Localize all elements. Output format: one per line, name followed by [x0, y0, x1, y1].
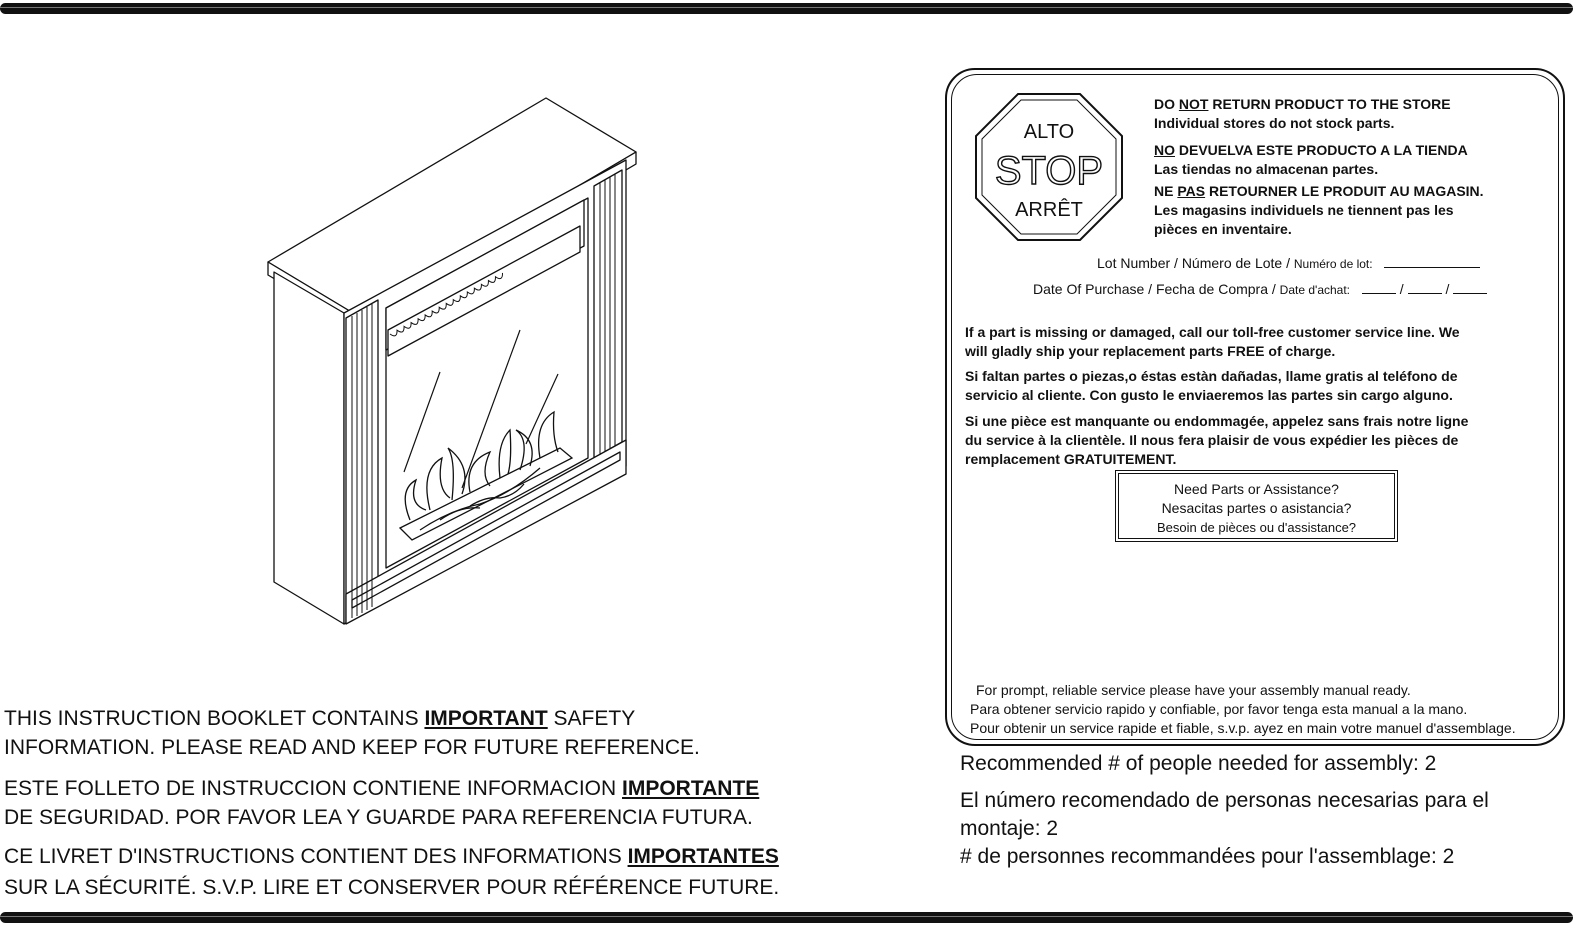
stop-sign-middle: STOP: [994, 149, 1104, 193]
prompt-service-en: For prompt, reliable service please have your assembly manual ready.: [976, 682, 1411, 698]
prompt-service-es: Para obtener servicio rapido y confiable, por favor tenga esta manual a la mano.: [970, 701, 1468, 717]
assistance-box: [1115, 470, 1398, 542]
return-notice-en: DO NOT RETURN PRODUCT TO THE STORE Individual stores do not stock parts.: [1154, 96, 1451, 131]
left-side: [274, 272, 344, 624]
return-notice-fr: NE PAS RETOURNER LE PRODUIT AU MAGASIN. Les magasins individuels ne tiennent pas les pièces en inventaire.: [1154, 183, 1484, 237]
assistance-en: Need Parts or Assistance?: [1174, 481, 1339, 497]
assistance-fr: Besoin de pièces ou d'assistance?: [1156, 520, 1357, 535]
assistance-es: Nesacitas partes o asistancia?: [1161, 500, 1352, 516]
stop-sign-icon: [974, 92, 1124, 242]
fireplace-illustration: [262, 94, 642, 629]
people-needed-fr: # de personnes recommandées pour l'assemblage: 2: [960, 845, 1455, 868]
safety-notice-fr: CE LIVRET D'INSTRUCTIONS CONTIENT DES INFORMATIONS IMPORTANTES SUR LA SÉCURITÉ. S.V.P. LIRE ET CONSERVER POUR RÉFÉRENCE FUTURE.: [4, 845, 780, 899]
return-notice-es: NO DEVUELVA ESTE PRODUCTO A LA TIENDA Las tiendas no almacenan partes.: [1154, 142, 1468, 177]
people-needed-en: Recommended # of people needed for assembly: 2: [960, 752, 1437, 775]
bottom-rule: [0, 912, 1573, 923]
missing-parts-en: If a part is missing or damaged, call our toll-free customer service line. We will gladly ship your replacement parts FREE of charge.: [965, 324, 1460, 359]
safety-notice-es: ESTE FOLLETO DE INSTRUCCION CONTIENE INFORMACION IMPORTANTE DE SEGURIDAD. POR FAVOR LEA Y GUARDE PARA REFERENCIA FUTURA.: [4, 777, 760, 829]
people-needed-es: El número recomendado de personas necesarias para el montaje: 2: [960, 789, 1489, 840]
stop-sign-bottom: ARRÊT: [1015, 199, 1083, 221]
purchase-date-field[interactable]: Date Of Purchase / Fecha de Compra / Date d'achat: / /: [1033, 281, 1487, 297]
safety-notice-en: THIS INSTRUCTION BOOKLET CONTAINS IMPORTANT SAFETY INFORMATION. PLEASE READ AND KEEP FOR FUTURE REFERENCE.: [4, 707, 700, 759]
top-rule: [0, 3, 1573, 14]
customer-service-panel: [945, 68, 1565, 746]
missing-parts-es: Si faltan partes o piezas,o éstas estàn dañadas, llame gratis al teléfono de servicio al cliente. Con gusto le enviaeremos las partes sin cargo alguno.: [965, 368, 1458, 403]
lot-number-field[interactable]: Lot Number / Número de Lote / Numéro de lot:: [1097, 255, 1480, 271]
stop-sign-top: ALTO: [1023, 121, 1075, 143]
missing-parts-fr: Si une pièce est manquante ou endommagée, appelez sans frais notre ligne du service à la clientèle. Il nous fera plaisir de vous expédier les pièces de remplacement GRATUITEMENT.: [965, 413, 1469, 467]
prompt-service-fr: Pour obtenir un service rapide et fiable, s.v.p. ayez en main votre manuel d'assemblage.: [970, 720, 1516, 736]
